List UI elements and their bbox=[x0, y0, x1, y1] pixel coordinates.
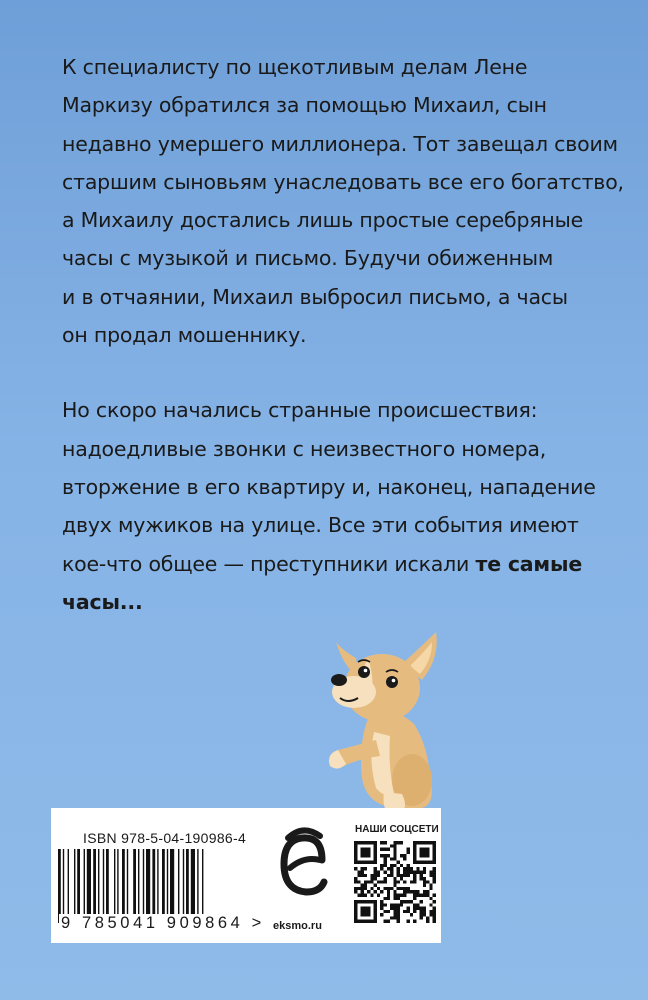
puppy-illustration bbox=[318, 628, 448, 814]
barcode-bar bbox=[170, 849, 174, 915]
qr-module bbox=[413, 877, 416, 880]
qr-module bbox=[433, 877, 436, 880]
qr-module bbox=[384, 857, 387, 860]
barcode-bar bbox=[143, 849, 144, 915]
qr-module bbox=[390, 907, 393, 910]
qr-module bbox=[390, 844, 393, 847]
qr-module bbox=[370, 877, 373, 880]
qr-module bbox=[393, 841, 396, 844]
qr-module bbox=[380, 903, 383, 906]
qr-module bbox=[370, 893, 373, 896]
qr-module bbox=[380, 841, 383, 844]
qr-module bbox=[377, 893, 380, 896]
qr-module bbox=[433, 880, 436, 883]
text-line: он продал мошеннику. bbox=[62, 323, 307, 348]
qr-module bbox=[361, 890, 364, 893]
qr-module bbox=[406, 907, 409, 910]
qr-module bbox=[374, 871, 377, 874]
barcode-bar bbox=[152, 849, 155, 915]
qr-module bbox=[397, 874, 400, 877]
qr-module bbox=[420, 913, 423, 916]
qr-module bbox=[364, 884, 367, 887]
qr-module bbox=[423, 890, 426, 893]
qr-module bbox=[433, 913, 436, 916]
qr-module bbox=[384, 841, 387, 844]
barcode-bar bbox=[127, 849, 128, 915]
qr-module bbox=[357, 887, 360, 890]
qr-module bbox=[393, 877, 396, 880]
qr-module bbox=[403, 857, 406, 860]
qr-module bbox=[433, 910, 436, 913]
qr-module bbox=[410, 900, 413, 903]
text-line: Но скоро начались странные происшествия: bbox=[62, 398, 538, 423]
qr-module bbox=[406, 864, 409, 867]
qr-module bbox=[354, 867, 357, 870]
qr-module bbox=[433, 907, 436, 910]
qr-module bbox=[397, 880, 400, 883]
qr-module bbox=[416, 903, 419, 906]
qr-module bbox=[426, 916, 429, 919]
barcode-bar bbox=[183, 849, 184, 915]
qr-module bbox=[416, 893, 419, 896]
qr-module bbox=[374, 890, 377, 893]
qr-module bbox=[380, 913, 383, 916]
qr-module bbox=[397, 907, 400, 910]
qr-module bbox=[429, 874, 432, 877]
text-line: часы с музыкой и письмо. Будучи обиженным bbox=[62, 246, 554, 271]
qr-module bbox=[390, 871, 393, 874]
qr-module bbox=[429, 887, 432, 890]
barcode-bar bbox=[138, 849, 139, 915]
qr-module bbox=[393, 854, 396, 857]
qr-module bbox=[400, 864, 403, 867]
qr-module bbox=[403, 900, 406, 903]
text-line: Маркизу обратился за помощью Михаил, сын bbox=[62, 93, 547, 118]
barcode-bar bbox=[117, 849, 118, 915]
qr-module bbox=[426, 880, 429, 883]
text-line bbox=[62, 545, 602, 583]
qr-module bbox=[374, 867, 377, 870]
qr-module bbox=[393, 893, 396, 896]
qr-module bbox=[384, 880, 387, 883]
qr-module bbox=[433, 867, 436, 870]
barcode-bar bbox=[146, 849, 150, 915]
qr-module bbox=[426, 890, 429, 893]
qr-module bbox=[393, 907, 396, 910]
qr-module bbox=[361, 887, 364, 890]
qr-module bbox=[390, 887, 393, 890]
qr-module bbox=[426, 893, 429, 896]
qr-module bbox=[416, 907, 419, 910]
qr-module bbox=[393, 910, 396, 913]
qr-module bbox=[387, 867, 390, 870]
qr-module bbox=[361, 871, 364, 874]
qr-module bbox=[403, 854, 406, 857]
qr-module bbox=[380, 854, 383, 857]
qr-module bbox=[393, 897, 396, 900]
text-line: вторжение в его квартиру и, наконец, нападение bbox=[62, 474, 596, 499]
qr-module bbox=[377, 887, 380, 890]
qr-module bbox=[429, 884, 432, 887]
qr-module bbox=[420, 871, 423, 874]
qr-module bbox=[413, 880, 416, 883]
barcode-bar bbox=[157, 849, 158, 915]
qr-module bbox=[423, 907, 426, 910]
qr-module bbox=[380, 880, 383, 883]
qr-module bbox=[370, 887, 373, 890]
qr-module bbox=[423, 884, 426, 887]
qr-module bbox=[374, 884, 377, 887]
qr-module bbox=[384, 848, 387, 851]
qr-module bbox=[420, 877, 423, 880]
qr-module bbox=[364, 880, 367, 883]
text-segment: кое-что общее — преступники искали bbox=[62, 551, 476, 576]
qr-module bbox=[403, 887, 406, 890]
qr-module bbox=[397, 910, 400, 913]
qr-module bbox=[420, 848, 430, 858]
qr-module bbox=[397, 903, 400, 906]
qr-module bbox=[387, 897, 390, 900]
barcode-bar bbox=[68, 849, 69, 915]
qr-module bbox=[403, 874, 406, 877]
qr-module bbox=[374, 874, 377, 877]
qr-module bbox=[357, 874, 360, 877]
qr-module bbox=[387, 920, 390, 923]
qr-module bbox=[406, 887, 409, 890]
qr-module bbox=[429, 910, 432, 913]
barcode-digits: 9 785041 909864 > bbox=[61, 914, 265, 932]
qr-module bbox=[380, 900, 383, 903]
qr-module bbox=[403, 867, 406, 870]
qr-module bbox=[433, 920, 436, 923]
qr-module bbox=[393, 884, 396, 887]
qr-module bbox=[423, 880, 426, 883]
blurb-text bbox=[62, 48, 624, 621]
barcode-bar bbox=[162, 849, 165, 915]
qr-module bbox=[416, 890, 419, 893]
qr-module bbox=[426, 920, 429, 923]
eksmo-logo-icon bbox=[278, 826, 328, 904]
qr-module bbox=[393, 913, 396, 916]
qr-module bbox=[387, 887, 390, 890]
qr-module bbox=[413, 871, 416, 874]
qr-module bbox=[410, 913, 413, 916]
barcode-bar bbox=[167, 849, 168, 915]
text-line: двух мужиков на улице. Все эти события имеют bbox=[62, 513, 579, 538]
publisher-site: eksmo.ru bbox=[273, 920, 322, 932]
qr-module bbox=[413, 890, 416, 893]
qr-module bbox=[400, 893, 403, 896]
barcode-bar bbox=[98, 849, 99, 915]
barcode-bar bbox=[106, 849, 109, 915]
qr-module bbox=[420, 900, 423, 903]
qr-module bbox=[387, 854, 390, 857]
qr-module bbox=[354, 877, 357, 880]
qr-module bbox=[406, 910, 409, 913]
qr-module bbox=[357, 880, 360, 883]
qr-module bbox=[380, 890, 383, 893]
qr-module bbox=[370, 880, 373, 883]
barcode-bar bbox=[63, 849, 64, 923]
qr-module bbox=[406, 851, 409, 854]
qr-module bbox=[361, 874, 364, 877]
qr-module bbox=[403, 871, 406, 874]
qr-module bbox=[390, 864, 393, 867]
qr-module bbox=[397, 867, 400, 870]
qr-module bbox=[403, 880, 406, 883]
barcode-bar bbox=[197, 849, 198, 915]
qr-module bbox=[393, 857, 396, 860]
barcode-bar bbox=[202, 849, 203, 923]
qr-module bbox=[406, 890, 409, 893]
barcode-bar bbox=[191, 849, 195, 915]
qr-module bbox=[393, 851, 396, 854]
qr-module bbox=[406, 871, 409, 874]
qr-module bbox=[370, 874, 373, 877]
qr-module bbox=[397, 871, 400, 874]
qr-module bbox=[364, 887, 367, 890]
qr-module bbox=[429, 903, 432, 906]
qr-module bbox=[390, 867, 393, 870]
qr-module bbox=[354, 887, 357, 890]
qr-module bbox=[384, 864, 387, 867]
qr-module bbox=[367, 880, 370, 883]
barcode-bar bbox=[186, 849, 189, 915]
qr-module bbox=[410, 880, 413, 883]
qr-module bbox=[420, 907, 423, 910]
qr-module bbox=[357, 871, 360, 874]
qr-module bbox=[390, 903, 393, 906]
social-label: НАШИ СОЦСЕТИ bbox=[355, 824, 439, 835]
qr-module bbox=[364, 874, 367, 877]
qr-code-icon bbox=[354, 841, 436, 923]
qr-module bbox=[361, 867, 364, 870]
qr-module bbox=[377, 874, 380, 877]
qr-module bbox=[403, 893, 406, 896]
qr-module bbox=[403, 890, 406, 893]
barcode-bar bbox=[84, 849, 85, 915]
isbn-label: ISBN 978-5-04-190986-4 bbox=[83, 830, 247, 846]
barcode-bar bbox=[74, 849, 75, 915]
qr-module bbox=[361, 893, 364, 896]
qr-module bbox=[397, 920, 400, 923]
barcode-bar bbox=[133, 849, 136, 915]
qr-module bbox=[364, 893, 367, 896]
barcode-bar bbox=[178, 849, 179, 915]
qr-module bbox=[387, 893, 390, 896]
qr-module bbox=[400, 900, 403, 903]
qr-module bbox=[384, 871, 387, 874]
qr-module bbox=[361, 907, 371, 917]
barcode-bar bbox=[114, 849, 115, 915]
qr-module bbox=[406, 848, 409, 851]
qr-module bbox=[420, 916, 423, 919]
blurb-paragraph-2 bbox=[62, 391, 602, 621]
qr-module bbox=[354, 890, 357, 893]
qr-module bbox=[387, 890, 390, 893]
emphasis-text: часы... bbox=[62, 589, 143, 614]
qr-module bbox=[397, 916, 400, 919]
qr-module bbox=[429, 871, 432, 874]
qr-module bbox=[410, 871, 413, 874]
text-line: а Михаилу достались лишь простые серебряные bbox=[62, 208, 584, 233]
qr-module bbox=[413, 907, 416, 910]
qr-module bbox=[423, 877, 426, 880]
qr-module bbox=[374, 877, 377, 880]
qr-module bbox=[433, 893, 436, 896]
text-line: надоедливые звонки с неизвестного номера, bbox=[62, 436, 547, 461]
text-line: старшим сыновьям унаследовать все его богатство, bbox=[62, 169, 624, 194]
qr-module bbox=[393, 848, 396, 851]
qr-module bbox=[406, 867, 409, 870]
qr-module bbox=[361, 848, 371, 858]
qr-module bbox=[400, 877, 403, 880]
qr-module bbox=[393, 916, 396, 919]
qr-module bbox=[433, 900, 436, 903]
qr-module bbox=[364, 867, 367, 870]
qr-module bbox=[406, 874, 409, 877]
qr-module bbox=[380, 907, 383, 910]
qr-module bbox=[400, 854, 403, 857]
qr-module bbox=[420, 874, 423, 877]
qr-module bbox=[397, 897, 400, 900]
qr-module bbox=[406, 920, 409, 923]
qr-module bbox=[400, 903, 403, 906]
qr-module bbox=[410, 890, 413, 893]
qr-module bbox=[390, 874, 393, 877]
qr-module bbox=[413, 910, 416, 913]
blurb-paragraph-1 bbox=[62, 48, 624, 354]
text-line: К специалисту по щекотливым делам Лене bbox=[62, 55, 528, 79]
qr-module bbox=[429, 897, 432, 900]
qr-module bbox=[361, 884, 364, 887]
qr-module bbox=[384, 920, 387, 923]
qr-module bbox=[377, 871, 380, 874]
barcode-bar bbox=[93, 849, 96, 915]
qr-module bbox=[420, 910, 423, 913]
qr-module bbox=[384, 861, 387, 864]
qr-module bbox=[433, 874, 436, 877]
qr-module bbox=[403, 910, 406, 913]
barcode-panel bbox=[51, 808, 441, 943]
barcode bbox=[54, 849, 254, 923]
qr-module bbox=[433, 871, 436, 874]
qr-module bbox=[380, 848, 383, 851]
qr-module bbox=[357, 893, 360, 896]
qr-module bbox=[416, 867, 419, 870]
qr-module bbox=[423, 910, 426, 913]
qr-module bbox=[397, 887, 400, 890]
qr-module bbox=[384, 877, 387, 880]
emphasis-text: те самые bbox=[475, 551, 583, 576]
qr-module bbox=[400, 887, 403, 890]
qr-module bbox=[384, 903, 387, 906]
qr-module bbox=[377, 880, 380, 883]
qr-module bbox=[384, 854, 387, 857]
qr-module bbox=[384, 910, 387, 913]
qr-module bbox=[393, 890, 396, 893]
qr-module bbox=[423, 913, 426, 916]
qr-module bbox=[413, 874, 416, 877]
barcode-bar bbox=[103, 849, 104, 915]
qr-module bbox=[387, 848, 390, 851]
text-line: недавно умершего миллионера. Тот завещал своим bbox=[62, 131, 618, 156]
qr-module bbox=[416, 871, 419, 874]
qr-module bbox=[380, 864, 383, 867]
qr-module bbox=[380, 867, 383, 870]
qr-module bbox=[397, 861, 400, 864]
qr-module bbox=[390, 857, 393, 860]
qr-module bbox=[393, 903, 396, 906]
barcode-bar bbox=[77, 849, 80, 915]
qr-module bbox=[387, 874, 390, 877]
qr-module bbox=[390, 916, 393, 919]
qr-module bbox=[433, 916, 436, 919]
qr-module bbox=[384, 897, 387, 900]
barcode-bar bbox=[58, 849, 61, 923]
qr-module bbox=[397, 893, 400, 896]
qr-module bbox=[367, 890, 370, 893]
barcode-bar bbox=[87, 849, 91, 915]
qr-module bbox=[393, 844, 396, 847]
qr-module bbox=[397, 913, 400, 916]
qr-module bbox=[400, 841, 403, 844]
qr-module bbox=[413, 893, 416, 896]
qr-module bbox=[384, 887, 387, 890]
qr-module bbox=[393, 880, 396, 883]
qr-module bbox=[354, 880, 357, 883]
qr-module bbox=[423, 867, 426, 870]
qr-module bbox=[406, 900, 409, 903]
qr-module bbox=[413, 897, 416, 900]
qr-module bbox=[420, 893, 423, 896]
qr-module bbox=[423, 893, 426, 896]
qr-module bbox=[393, 864, 396, 867]
qr-module bbox=[397, 841, 400, 844]
qr-module bbox=[423, 871, 426, 874]
barcode-bar bbox=[122, 849, 125, 915]
qr-module bbox=[429, 913, 432, 916]
qr-module bbox=[413, 903, 416, 906]
qr-module bbox=[387, 910, 390, 913]
text-line: и в отчаянии, Михаил выбросил письмо, а часы bbox=[62, 284, 568, 309]
qr-module bbox=[400, 874, 403, 877]
qr-module bbox=[413, 920, 416, 923]
qr-module bbox=[410, 867, 413, 870]
